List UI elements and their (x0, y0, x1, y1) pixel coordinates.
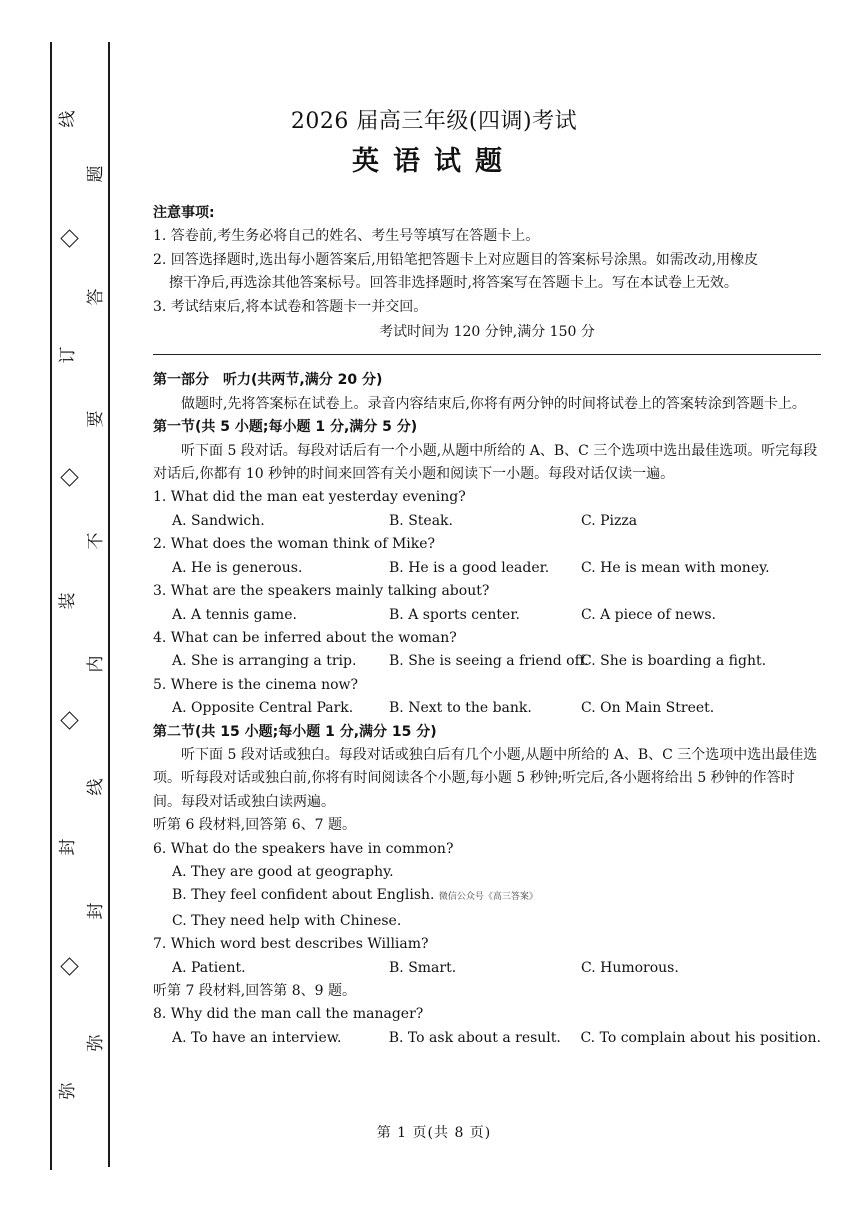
gutter-char: 答 (86, 288, 106, 306)
diamond-icon (60, 957, 78, 975)
option-c: C. A piece of news. (581, 606, 716, 623)
gutter-char: 不 (86, 532, 106, 550)
diamond-icon (60, 468, 78, 486)
gutter-rule-right (108, 42, 110, 1167)
option-b: B. Smart. (389, 959, 457, 976)
option-a: A. He is generous. (172, 559, 303, 576)
option-b: B. Next to the bank. (389, 700, 532, 717)
gutter-char: 封 (86, 902, 106, 920)
notice-heading: 注意事项: (153, 205, 215, 221)
section-heading: 第二节(共 15 小题;每小题 1 分,满分 15 分) (153, 723, 437, 740)
exam-duration: 考试时间为 120 分钟,满分 150 分 (379, 324, 595, 341)
notice-item: 1. 答卷前,考生务必将自己的姓名、考生号等填写在答题卡上。 (153, 228, 540, 245)
option-c: C. They need help with Chinese. (172, 912, 402, 929)
gutter-char: 弥 (58, 1082, 78, 1100)
option-a: A. Opposite Central Park. (172, 700, 354, 717)
option-b: B. Steak. (389, 512, 453, 529)
material-instruction: 听第 6 段材料,回答第 6、7 题。 (153, 817, 356, 834)
option-c: C. Pizza (581, 512, 638, 529)
option-b: B. They feel confident about English. (172, 887, 435, 904)
notice-item: 3. 考试结束后,将本试卷和答题卡一并交回。 (153, 298, 428, 315)
options-row (153, 557, 821, 580)
notice-item: 2. 回答选择题时,选出每小题答案后,用铅笔把答题卡上对应题目的答案标号涂黑。如需改动,用橡皮 (153, 251, 759, 268)
option-c: C. On Main Street. (581, 700, 715, 717)
question-stem: 8. Why did the man call the manager? (153, 1006, 424, 1023)
option-c: C. He is mean with money. (581, 559, 770, 576)
question-list (153, 486, 821, 720)
question-stem: 4. What can be inferred about the woman? (153, 629, 457, 646)
exam-title: 2026 届高三年级(四调)考试 (290, 109, 578, 134)
question-stem: 3. What are the speakers mainly talking about? (153, 583, 490, 600)
option-a: A. She is arranging a trip. (172, 653, 357, 670)
part-instructions: 做题时,先将答案标在试卷上。录音内容结束后,你将有两分钟的时间将试卷上的答案转涂到答题卡上。 (181, 395, 806, 412)
option-c: C. She is boarding a fight. (581, 653, 767, 670)
option-a: A. Sandwich. (172, 512, 265, 529)
question (153, 1003, 821, 1050)
watermark: 微信公众号《高三答案》 (438, 892, 538, 903)
page-number: 第 1 页(共 8 页) (376, 1125, 492, 1141)
gutter-char: 线 (86, 778, 106, 796)
option-a: A. They are good at geography. (172, 863, 394, 880)
diamond-icon (60, 229, 78, 247)
option-b: B. To ask about a result. (388, 1029, 561, 1046)
question (153, 533, 821, 580)
notice-item-continued: 擦干净后,再选涂其他答案标号。回答非选择题时,将答案写在答题卡上。写在本试卷上无效。 (169, 275, 738, 292)
question-stem: 5. Where is the cinema now? (153, 676, 359, 693)
options-row (153, 697, 821, 720)
gutter-char: 要 (86, 410, 106, 428)
gutter-char: 订 (58, 346, 78, 364)
option-c: C. Humorous. (581, 959, 679, 976)
option-b: B. A sports center. (389, 606, 520, 623)
diamond-icon (60, 711, 78, 729)
question (153, 838, 821, 934)
option-b: B. She is seeing a friend off. (389, 653, 589, 670)
section-instructions: 听下面 5 段对话。每段对话后有一个小题,从题中所给的 A、B、C 三个选项中选出最佳选项。听完每段对话后,你都有 10 秒钟的时间来回答有关小题和阅读下一小题。每段对话仅读一遍。 (153, 442, 818, 483)
gutter-char: 弥 (86, 1034, 106, 1052)
gutter-rule-left (50, 42, 52, 1170)
options-row (153, 604, 821, 627)
gutter-char: 封 (58, 838, 78, 856)
material-instruction: 听第 7 段材料,回答第 8、9 题。 (153, 983, 356, 999)
option-a: A. To have an interview. (172, 1029, 342, 1046)
question-stem: 7. Which word best describes William? (153, 936, 429, 953)
exam-content (153, 202, 821, 1050)
gutter-char: 装 (58, 592, 78, 610)
question-stem: 1. What did the man eat yesterday evening? (153, 489, 466, 506)
option-c: C. To complain about his position. (580, 1029, 821, 1046)
gutter-char: 内 (86, 655, 106, 673)
section-heading: 第一节(共 5 小题;每小题 1 分,满分 5 分) (153, 419, 418, 436)
option-b: B. He is a good leader. (389, 559, 550, 576)
option-a: A. Patient. (172, 959, 246, 976)
gutter-char: 题 (86, 165, 106, 183)
options-row (153, 957, 821, 980)
gutter-char: 线 (58, 110, 78, 128)
question (153, 486, 821, 533)
divider (153, 354, 821, 355)
subject-title: 英语试题 (352, 146, 516, 177)
option-b-row (153, 884, 821, 909)
options-row (153, 650, 821, 673)
question (153, 627, 821, 674)
question (153, 674, 821, 721)
option-a: A. A tennis game. (172, 606, 297, 623)
section-instructions: 听下面 5 段对话或独白。每段对话或独白后有几个小题,从题中所给的 A、B、C 三个选项中选出最佳选项。听每段对话或独白前,你将有时间阅读各个小题,每小题 5 秒钟;听完后,各小题将给出 5 秒钟的作答时间。每段对话或独白读两遍。 (153, 746, 818, 810)
question-stem: 2. What does the woman think of Mike? (153, 536, 436, 553)
part-heading: 第一部分 听力(共两节,满分 20 分) (153, 372, 383, 389)
options-row (153, 510, 821, 533)
question (153, 580, 821, 627)
question (153, 933, 821, 980)
question-stem: 6. What do the speakers have in common? (153, 840, 454, 857)
options-row (153, 1027, 821, 1050)
